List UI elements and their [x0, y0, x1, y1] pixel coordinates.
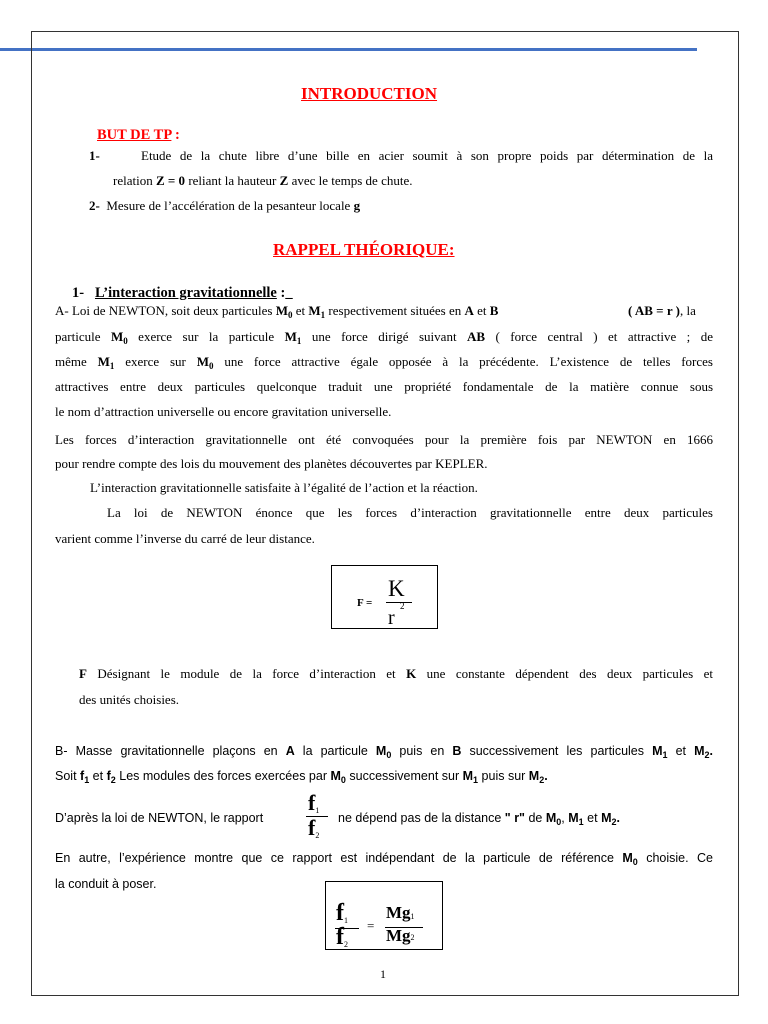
- item1-line1: Etude de la chute libre d’une bille en acier soumit à son propre poids par détermination de la: [141, 148, 713, 163]
- formula1-fraction-bar: [386, 602, 412, 603]
- formula2-box: [325, 881, 443, 950]
- formula1-numerator: K: [388, 576, 405, 601]
- page-title: INTRODUCTION: [301, 84, 438, 103]
- autre-line2: la conduit à poser.: [55, 877, 157, 891]
- item1-number: 1-: [89, 148, 100, 163]
- rapport-text-start: D’après la loi de NEWTON, le rapport: [55, 811, 264, 825]
- formula2-denominator: $f_2$: [336, 924, 348, 950]
- formula2-equals: =: [367, 918, 375, 933]
- f-line2: des unités choisies.: [79, 692, 180, 707]
- para-b-line1: B- Masse gravitationnelle plaçons en A la particule $M_0$ puis en B successivement les particules $M_1$ et $M_2$.: [55, 744, 713, 760]
- para-a-line3: même $M_1$ exerce sur $M_0$ une force attractive égale opposée à la précédente. L’existence de telles forces: [55, 354, 713, 371]
- loi-line2: varient comme l’inverse du carré de leur distance.: [55, 531, 315, 546]
- formula1-exponent: 2: [400, 601, 405, 611]
- rapport-denominator: $f_2$: [308, 815, 320, 840]
- formula2-rhs-denominator: $Mg_2$: [386, 926, 415, 945]
- action-reaction: L’interaction gravitationnelle satisfaite à l’égalité de l’action et la réaction.: [90, 480, 478, 495]
- para-a-line4: attractives entre deux particules quelconque traduit une propriété fondamentale de la matière connue sous: [55, 379, 713, 394]
- formula1-lhs: F =: [357, 597, 373, 609]
- loi-line1: La loi de NEWTON énonce que les forces d’interaction gravitationnelle entre deux particules: [107, 505, 713, 520]
- but-tp-heading: BUT DE TP :: [97, 127, 180, 143]
- para-a-line1-end: ( AB = r ), la: [628, 303, 696, 318]
- formula2-numerator: $f_1$: [336, 900, 348, 926]
- f-line1: F Désignant le module de la force d’interaction et K une constante dépendent des deux particules et: [79, 666, 713, 681]
- para-a-line1: A- Loi de NEWTON, soit deux particules $M_0$ et $M_1$ respectivement situées en A et B: [55, 303, 499, 320]
- para-b-line2: Soit $f_1$ et $f_2$ Les modules des forces exercées par $M_0$ successivement sur $M_1$ puis sur $M_2$.: [55, 769, 548, 785]
- formula1-box: [331, 565, 438, 629]
- section1-heading: 1- L’interaction gravitationnelle :_: [72, 285, 293, 301]
- rappel-heading: RAPPEL THÉORIQUE:: [273, 240, 455, 259]
- page-number: 1: [380, 967, 386, 981]
- item1-line2: relation Z = 0 reliant la hauteur Z avec le temps de chute.: [113, 173, 413, 188]
- rapport-text-end: ne dépend pas de la distance " r" de $M_0$, $M_1$ et $M_2$.: [338, 811, 620, 827]
- rapport-fraction: [306, 790, 330, 842]
- forces-line2: pour rendre compte des lois du mouvement des planètes découvertes par KEPLER.: [55, 456, 488, 471]
- autre-line1: En autre, l’expérience montre que ce rapport est indépendant de la particule de référence $M_0$ choisie. Ce: [55, 851, 713, 867]
- formula1-denominator: r: [388, 607, 395, 629]
- formula2-rhs-numerator: $Mg_1$: [386, 903, 415, 922]
- forces-line1: Les forces d’interaction gravitationnelle ont été convoquées pour la première fois par NEWTON en 1666: [55, 432, 713, 447]
- item2: 2- Mesure de l’accélération de la pesanteur locale g: [89, 198, 361, 213]
- rapport-numerator: $f_1$: [308, 790, 320, 815]
- para-a-line5: le nom d’attraction universelle ou encore gravitation universelle.: [55, 404, 392, 419]
- para-a-line2: particule $M_0$ exerce sur la particule $M_1$ une force dirigé suivant AB ( force central ) et attractive ; de: [55, 329, 714, 346]
